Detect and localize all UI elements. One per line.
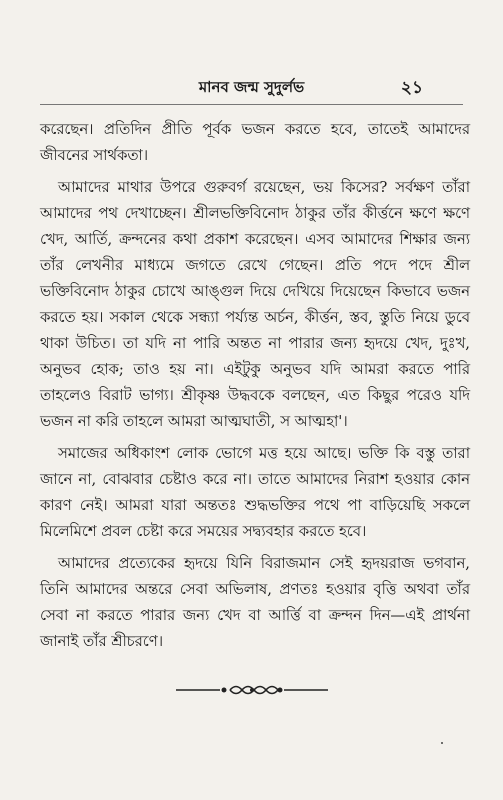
- paragraph: সমাজের অধিকাংশ লোক ভোগে মত্ত হয়ে আছে। ভক্তি কি বস্তু তারা জানে না, বোঝবার চেষ্টাও করে না। তাতে আমাদের নিরাশ হওয়ার কোন কারণ নেই। আমরা যারা অন্ততঃ শুদ্ধভক্তির পথে পা বাড়িয়েছি সকলে মিলেমিশে প্রবল চেষ্টা করে সময়ের সদ্ব্যবহার করতে হবে।: [40, 445, 470, 540]
- print-speck: [441, 742, 443, 744]
- header-rule: [40, 104, 463, 105]
- page-body: [40, 117, 470, 661]
- page-header: [40, 76, 463, 100]
- page-number: ২১: [400, 78, 423, 98]
- flourish-icon: [0, 682, 503, 702]
- paragraph: আমাদের প্রত্যেকের হৃদয়ে যিনি বিরাজমান সেই হৃদয়রাজ ভগবান, তিনি আমাদের অন্তরে সেবা অভিলাষ, প্রণতঃ হওয়ার বৃত্তি অথবা তাঁর সেবা না করতে পারার জন্য খেদ বা আর্ত্তি বা ক্রন্দন দিন—এই প্রার্থনা জানাই তাঁর শ্রীচরণে।: [40, 555, 470, 650]
- paragraph: করেছেন। প্রতিদিন প্রীতি পূর্বক ভজন করতে হবে, তাতেই আমাদের জীবনের সার্থকতা।: [40, 121, 470, 164]
- paragraph: আমাদের মাথার উপরে গুরুবর্গ রয়েছেন, ভয় কিসের? সর্বক্ষণ তাঁরা আমাদের পথ দেখাচ্ছেন। শ্রীলভক্তিবিনোদ ঠাকুর তাঁর কীর্ত্তনে ক্ষণে ক্ষণে খেদ, আর্তি, ক্রন্দনের কথা প্রকাশ করেছেন। এসব আমাদের শিক্ষার জন্য তাঁর লেখনীর মাধ্যমে জগতে রেখে গেছেন। প্রতি পদে পদে শ্রীল ভক্তিবিনোদ ঠাকুর চোখে আঙ্গুল দিয়ে দেখিয়ে দিয়েছেন কিভাবে ভজন করতে হয়। সকাল থেকে সন্ধ্যা পর্য্যন্ত অর্চন, কীর্ত্তন, স্তব, স্তুতি নিয়ে ডুবে থাকা উচিত। তা যদি না পারি অন্তত না পারার জন্য হৃদয়ে খেদ, দুঃখ, অনুভব হোক; তাও হয় না। এইটুকু অনুভব যদি আমরা করতে পারি তাহলেও বিরাট ভাগ্য। শ্রীকৃষ্ণ উদ্ধবকে বলছেন, এত কিছুর পরেও যদি ভজন না করি তাহলে আমরা আত্মঘাতী, স আত্মহা'।: [40, 179, 470, 430]
- running-title: মানব জন্ম সুদুর্লভ: [198, 78, 305, 96]
